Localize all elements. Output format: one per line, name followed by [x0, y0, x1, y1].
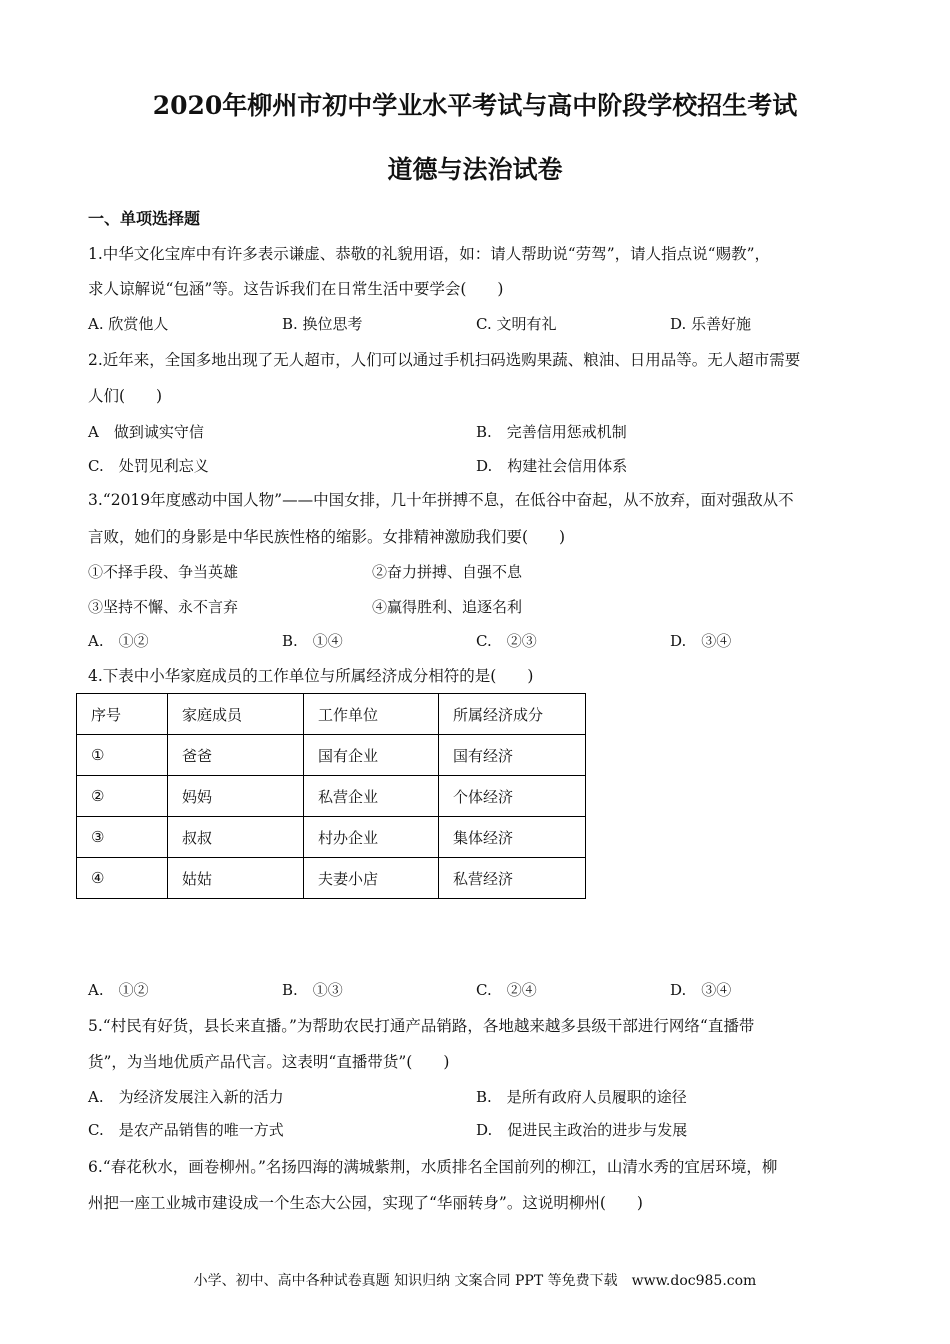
q3-option-c: C. ②③ [476, 632, 537, 650]
q4-option-a: A. ①② [88, 981, 149, 999]
table-cell: ① [77, 735, 168, 776]
question-1-line-2: 求人谅解说“包涵”等。这告诉我们在日常生活中要学会( ) [88, 280, 504, 298]
page-footer: 小学、初中、高中各种试卷真题 知识归纳 文案合同 PPT 等免费下载 www.doc985.com [193, 1273, 757, 1289]
table-cell: 国有经济 [439, 735, 586, 776]
table-cell: 国有企业 [304, 735, 439, 776]
table-cell: 妈妈 [168, 776, 304, 817]
q1-option-b: B. 换位思考 [282, 315, 363, 333]
q1-option-c: C. 文明有礼 [476, 315, 557, 333]
table-cell: ③ [77, 817, 168, 858]
question-5-line-2: 货”，为当地优质产品代言。这表明“直播带货”( ) [88, 1053, 450, 1071]
q3-statement-3: ③坚持不懈、永不言弃 [88, 598, 239, 616]
exam-title: 2020年柳州市初中学业水平考试与高中阶段学校招生考试 [152, 91, 798, 120]
question-2-line-1: 2.近年来，全国多地出现了无人超市，人们可以通过手机扫码选购果蔬、粮油、日用品等。无人超市需要 [88, 351, 801, 369]
table-row [77, 776, 586, 817]
q5-option-d: D. 促进民主政治的进步与发展 [476, 1121, 688, 1139]
table-cell: 村办企业 [304, 817, 439, 858]
table-cell: 叔叔 [168, 817, 304, 858]
q5-option-c: C. 是农产品销售的唯一方式 [88, 1121, 284, 1139]
table-header-cell: 家庭成员 [168, 694, 304, 735]
q3-option-a: A. ①② [88, 632, 149, 650]
question-1-line-1: 1.中华文化宝库中有许多表示谦虚、恭敬的礼貌用语，如：请人帮助说“劳驾”，请人指点说“赐教”， [88, 245, 770, 263]
q2-option-d: D. 构建社会信用体系 [476, 457, 628, 475]
q5-option-a: A. 为经济发展注入新的活力 [88, 1088, 284, 1106]
table-cell: 私营经济 [439, 858, 586, 899]
q3-statement-4: ④赢得胜利、追逐名利 [372, 598, 523, 616]
table-header-cell: 工作单位 [304, 694, 439, 735]
table-cell: 私营企业 [304, 776, 439, 817]
table-header-row [77, 694, 586, 735]
q4-option-c: C. ②④ [476, 981, 537, 999]
table-cell: ② [77, 776, 168, 817]
table-header-cell: 所属经济成分 [439, 694, 586, 735]
question-5-line-1: 5.“村民有好货，县长来直播。”为帮助农民打通产品销路，各地越来越多县级干部进行网络“直播带 [88, 1017, 755, 1035]
table-row [77, 817, 586, 858]
family-work-table [76, 693, 586, 899]
table-cell: 集体经济 [439, 817, 586, 858]
q3-option-d: D. ③④ [670, 632, 732, 650]
q4-option-d: D. ③④ [670, 981, 732, 999]
table-header-cell: 序号 [77, 694, 168, 735]
question-2-line-2: 人们( ) [88, 387, 163, 405]
q4-option-b: B. ①③ [282, 981, 343, 999]
question-6-line-1: 6.“春花秋水，画卷柳州。”名扬四海的满城紫荆，水质排名全国前列的柳江，山清水秀的宜居环境，柳 [88, 1158, 778, 1176]
q2-option-a: A 做到诚实守信 [88, 423, 204, 441]
section-heading: 一、单项选择题 [88, 209, 201, 228]
q2-option-c: C. 处罚见利忘义 [88, 457, 209, 475]
table-row [77, 858, 586, 899]
q3-statement-1: ①不择手段、争当英雄 [88, 563, 239, 581]
q5-option-b: B. 是所有政府人员履职的途径 [476, 1088, 687, 1106]
table-row [77, 735, 586, 776]
q3-statement-2: ②奋力拼搏、自强不息 [372, 563, 523, 581]
q2-option-b: B. 完善信用惩戒机制 [476, 423, 627, 441]
q1-option-d: D. 乐善好施 [670, 315, 752, 333]
q3-option-b: B. ①④ [282, 632, 343, 650]
question-6-line-2: 州把一座工业城市建设成一个生态大公园，实现了“华丽转身”。这说明柳州( ) [88, 1194, 643, 1212]
table-cell: 姑姑 [168, 858, 304, 899]
question-3-line-2: 言败，她们的身影是中华民族性格的缩影。女排精神激励我们要( ) [88, 528, 566, 546]
table-cell: ④ [77, 858, 168, 899]
q1-option-a: A. 欣赏他人 [88, 315, 169, 333]
table-cell: 个体经济 [439, 776, 586, 817]
table-cell: 夫妻小店 [304, 858, 439, 899]
question-4-line-1: 4.下表中小华家庭成员的工作单位与所属经济成分相符的是( ) [88, 667, 534, 685]
exam-subtitle: 道德与法治试卷 [387, 155, 563, 184]
table-cell: 爸爸 [168, 735, 304, 776]
question-3-line-1: 3.“2019年度感动中国人物”——中国女排，几十年拼搏不息，在低谷中奋起，从不放弃，面对强敌从不 [88, 491, 794, 509]
